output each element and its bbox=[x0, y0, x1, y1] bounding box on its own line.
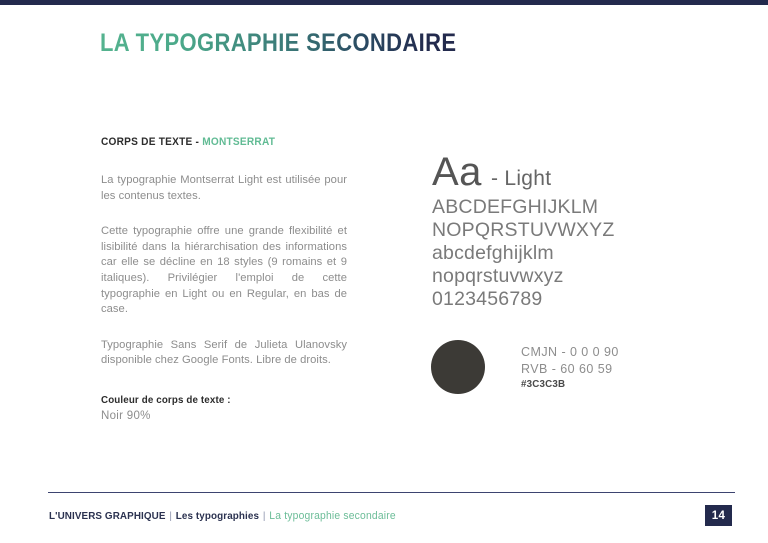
swatch-rgb-value: RVB - 60 60 59 bbox=[521, 361, 613, 376]
alphabet-line-uppercase-1: ABCDEFGHIJKLM bbox=[432, 196, 599, 218]
section-label-accent: MONTSERRAT bbox=[202, 136, 276, 148]
section-label bbox=[101, 136, 327, 148]
specimen-heading bbox=[432, 152, 682, 192]
footer-divider bbox=[48, 492, 735, 493]
alphabet-line-digits: 0123456789 bbox=[432, 288, 543, 310]
swatch-cmyk-value: CMJN - 0 0 0 90 bbox=[521, 345, 619, 359]
alphabet-line-lowercase-1: abcdefghijklm bbox=[432, 242, 554, 264]
type-specimen bbox=[432, 152, 682, 311]
page-number-badge: 14 bbox=[705, 505, 732, 526]
color-note-value: Noir 90% bbox=[101, 409, 151, 422]
paragraph-2: Cette typographie offre une grande flexibilité et lisibilité dans la hiérarchisation des informations car elle se décline en 18 styles (9 romains et 9 italiques). Privilégier l'emploi de cette typographie en Light ou en Regular, en bas de case. bbox=[101, 225, 347, 316]
color-note bbox=[101, 394, 347, 422]
breadcrumb-item-univers-graphique: L'UNIVERS GRAPHIQUE bbox=[49, 510, 166, 522]
paragraph-3: Typographie Sans Serif de Julieta Ulanovsky disponible chez Google Fonts. Libre de droits. bbox=[101, 338, 347, 367]
color-swatch-values bbox=[521, 344, 619, 390]
breadcrumb-item-current: La typographie secondaire bbox=[269, 510, 396, 522]
specimen-alphabet bbox=[432, 196, 682, 311]
specimen-weight-label: - Light bbox=[490, 167, 552, 190]
swatch-hex-value: #3C3C3B bbox=[521, 378, 566, 390]
breadcrumb bbox=[49, 510, 396, 522]
page-title: LA TYPOGRAPHIE SECONDAIRE bbox=[100, 29, 457, 57]
section-label-separator: - bbox=[192, 136, 203, 148]
top-accent-bar bbox=[0, 0, 768, 5]
color-swatch-block bbox=[431, 340, 619, 394]
body-copy bbox=[101, 173, 347, 369]
alphabet-line-uppercase-2: NOPQRSTUVWXYZ bbox=[432, 219, 615, 241]
breadcrumb-item-les-typographies: Les typographies bbox=[175, 510, 260, 522]
paragraph-1: La typographie Montserrat Light est utilisée pour les contenus textes. bbox=[101, 174, 347, 202]
left-content-column bbox=[101, 136, 347, 422]
section-label-main: CORPS DE TEXTE bbox=[101, 136, 193, 148]
breadcrumb-separator-2: | bbox=[262, 510, 266, 522]
specimen-sample-glyphs: Aa bbox=[432, 150, 482, 194]
color-swatch-circle bbox=[431, 340, 485, 394]
color-note-title: Couleur de corps de texte : bbox=[101, 393, 231, 406]
alphabet-line-lowercase-2: nopqrstuvwxyz bbox=[432, 265, 564, 287]
breadcrumb-separator-1: | bbox=[169, 510, 173, 522]
